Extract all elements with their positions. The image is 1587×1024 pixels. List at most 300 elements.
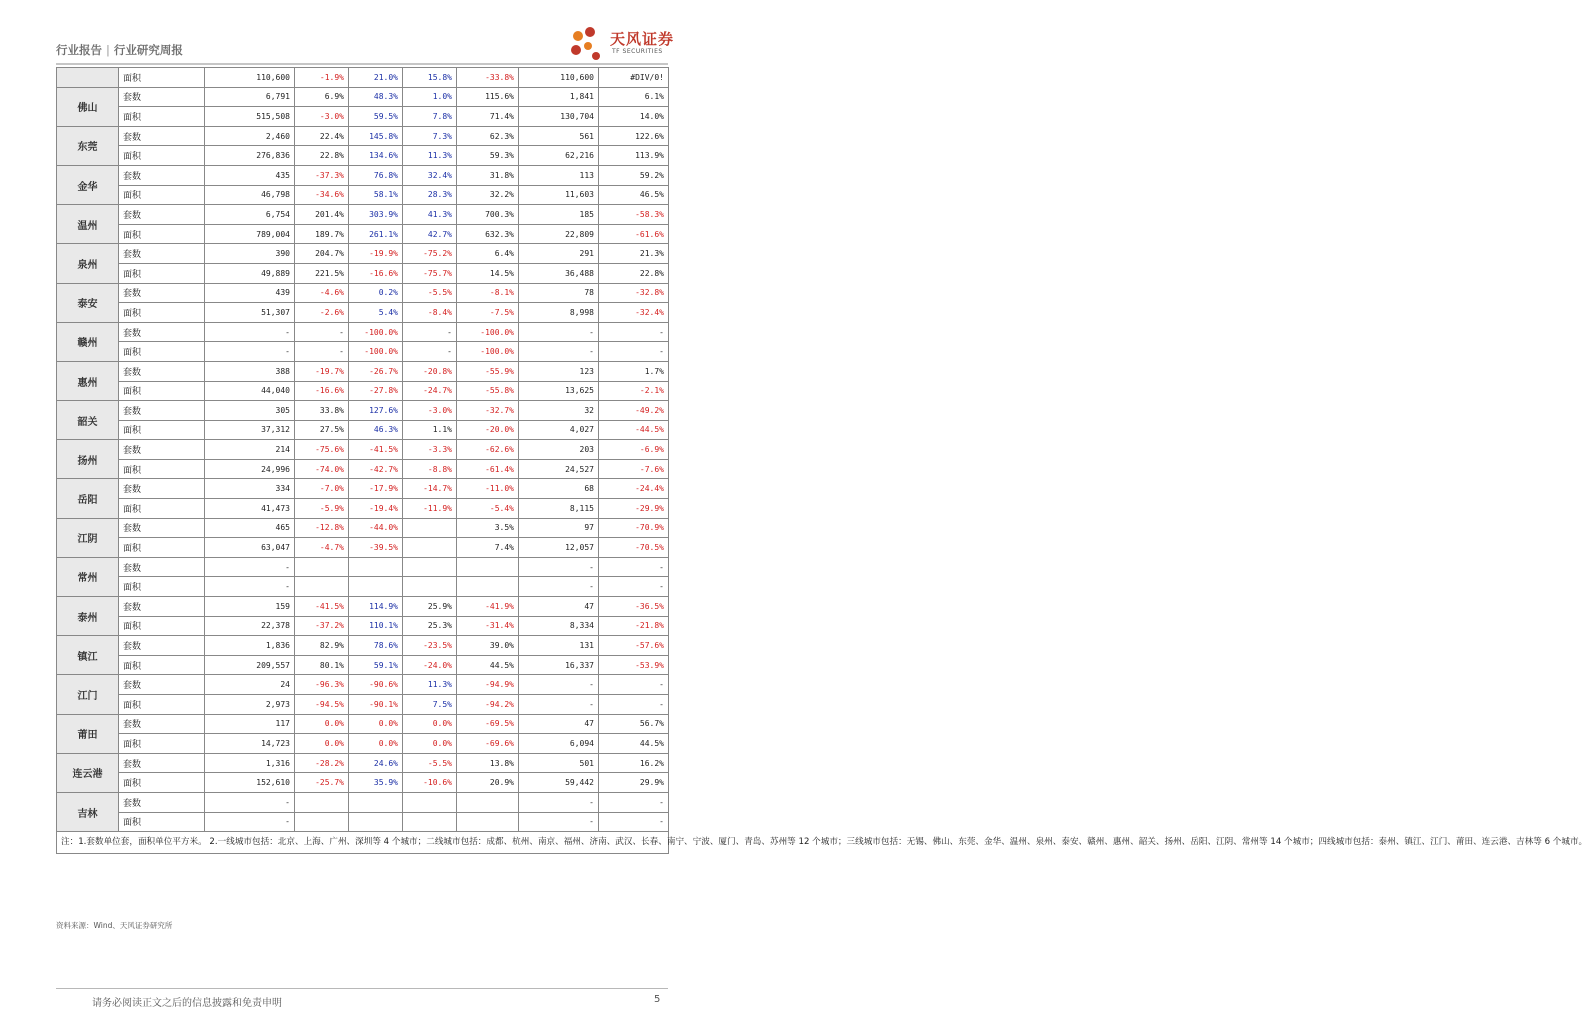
value-cell: -25.7% <box>295 773 349 793</box>
value-cell: -19.4% <box>349 499 403 519</box>
value-cell: 16,337 <box>519 655 599 675</box>
value-cell: 1.0% <box>403 87 457 107</box>
value-cell: 113 <box>519 165 599 185</box>
value-cell: 7.8% <box>403 107 457 127</box>
value-cell: -58.3% <box>599 205 669 225</box>
value-cell <box>349 812 403 832</box>
value-cell: - <box>403 322 457 342</box>
value-cell <box>457 812 519 832</box>
value-cell: 44.5% <box>599 734 669 754</box>
value-cell: 31.8% <box>457 165 519 185</box>
value-cell: 390 <box>205 244 295 264</box>
table-row <box>57 459 669 479</box>
value-cell: -4.7% <box>295 538 349 558</box>
value-cell: -32.4% <box>599 303 669 323</box>
value-cell: 2,973 <box>205 695 295 715</box>
table-row <box>57 518 669 538</box>
value-cell: 59.5% <box>349 107 403 127</box>
value-cell: 29.9% <box>599 773 669 793</box>
value-cell: 59.3% <box>457 146 519 166</box>
value-cell: -41.9% <box>457 597 519 617</box>
value-cell: -4.6% <box>295 283 349 303</box>
value-cell: 3.5% <box>457 518 519 538</box>
table-row <box>57 68 669 88</box>
value-cell: 78.6% <box>349 636 403 656</box>
brand-name-en: TF SECURITIES <box>612 48 663 55</box>
city-name-cell: 常州 <box>57 557 119 596</box>
city-name-cell <box>57 68 119 88</box>
value-cell: 25.3% <box>403 616 457 636</box>
table-row <box>57 597 669 617</box>
value-cell: 12,057 <box>519 538 599 558</box>
table-row <box>57 753 669 773</box>
value-cell: -14.7% <box>403 479 457 499</box>
metric-label-cell: 面积 <box>119 459 205 479</box>
value-cell: 35.9% <box>349 773 403 793</box>
value-cell: - <box>519 342 599 362</box>
value-cell <box>295 577 349 597</box>
value-cell: -11.0% <box>457 479 519 499</box>
metric-label-cell: 面积 <box>119 146 205 166</box>
city-name-cell: 江门 <box>57 675 119 714</box>
value-cell: 24,996 <box>205 459 295 479</box>
value-cell: -7.5% <box>457 303 519 323</box>
metric-label-cell: 套数 <box>119 205 205 225</box>
value-cell: -44.0% <box>349 518 403 538</box>
value-cell: - <box>599 322 669 342</box>
value-cell: 24 <box>205 675 295 695</box>
value-cell: -24.4% <box>599 479 669 499</box>
header-separator: | <box>106 43 110 57</box>
value-cell <box>457 792 519 812</box>
table-row <box>57 303 669 323</box>
note-row <box>57 832 669 854</box>
value-cell: -1.9% <box>295 68 349 88</box>
value-cell: 71.4% <box>457 107 519 127</box>
metric-label-cell: 套数 <box>119 636 205 656</box>
value-cell: 11.3% <box>403 675 457 695</box>
value-cell: 63,047 <box>205 538 295 558</box>
value-cell: 11.3% <box>403 146 457 166</box>
metric-label-cell: 套数 <box>119 518 205 538</box>
metric-label-cell: 面积 <box>119 381 205 401</box>
value-cell: - <box>599 342 669 362</box>
value-cell: 789,004 <box>205 224 295 244</box>
value-cell <box>403 518 457 538</box>
value-cell: - <box>599 695 669 715</box>
value-cell: 123 <box>519 361 599 381</box>
value-cell: 159 <box>205 597 295 617</box>
value-cell: 14.5% <box>457 263 519 283</box>
value-cell: 20.9% <box>457 773 519 793</box>
value-cell: 68 <box>519 479 599 499</box>
value-cell: 24,527 <box>519 459 599 479</box>
table-row <box>57 479 669 499</box>
value-cell: -11.9% <box>403 499 457 519</box>
value-cell: 110,600 <box>205 68 295 88</box>
metric-label-cell: 套数 <box>119 244 205 264</box>
metric-label-cell: 面积 <box>119 773 205 793</box>
brand-name-cn: 天风证券 <box>610 30 675 48</box>
value-cell: 37,312 <box>205 420 295 440</box>
value-cell: - <box>519 792 599 812</box>
value-cell: 62,216 <box>519 146 599 166</box>
table-row <box>57 420 669 440</box>
value-cell: 439 <box>205 283 295 303</box>
value-cell: -44.5% <box>599 420 669 440</box>
value-cell: - <box>295 342 349 362</box>
value-cell: 42.7% <box>403 224 457 244</box>
value-cell: - <box>519 322 599 342</box>
value-cell: 115.6% <box>457 87 519 107</box>
report-type: 行业报告 <box>56 43 102 57</box>
table-row <box>57 146 669 166</box>
value-cell: 8,998 <box>519 303 599 323</box>
value-cell: 7.5% <box>403 695 457 715</box>
table-row <box>57 342 669 362</box>
value-cell: -37.2% <box>295 616 349 636</box>
value-cell: 1,316 <box>205 753 295 773</box>
value-cell: 24.6% <box>349 753 403 773</box>
metric-label-cell: 面积 <box>119 655 205 675</box>
value-cell: 700.3% <box>457 205 519 225</box>
metric-label-cell: 套数 <box>119 87 205 107</box>
value-cell: 1,836 <box>205 636 295 656</box>
metric-label-cell: 套数 <box>119 322 205 342</box>
disclaimer: 请务必阅读正文之后的信息披露和免责申明 <box>92 998 282 1009</box>
value-cell: -21.8% <box>599 616 669 636</box>
value-cell: -3.3% <box>403 440 457 460</box>
value-cell: -32.8% <box>599 283 669 303</box>
value-cell: 201.4% <box>295 205 349 225</box>
value-cell: 515,508 <box>205 107 295 127</box>
value-cell: -100.0% <box>349 322 403 342</box>
value-cell: 134.6% <box>349 146 403 166</box>
city-name-cell: 泰安 <box>57 283 119 322</box>
value-cell: -42.7% <box>349 459 403 479</box>
city-name-cell: 惠州 <box>57 361 119 400</box>
metric-label-cell: 套数 <box>119 479 205 499</box>
value-cell: - <box>599 812 669 832</box>
value-cell: 15.8% <box>403 68 457 88</box>
value-cell: -49.2% <box>599 401 669 421</box>
table-row <box>57 557 669 577</box>
table-row <box>57 361 669 381</box>
value-cell: -8.8% <box>403 459 457 479</box>
value-cell: 2,460 <box>205 126 295 146</box>
value-cell: 6.4% <box>457 244 519 264</box>
value-cell: -96.3% <box>295 675 349 695</box>
table-row <box>57 283 669 303</box>
value-cell: 58.1% <box>349 185 403 205</box>
value-cell: - <box>599 792 669 812</box>
value-cell: -26.7% <box>349 361 403 381</box>
value-cell: 110.1% <box>349 616 403 636</box>
city-name-cell: 岳阳 <box>57 479 119 518</box>
value-cell: -19.9% <box>349 244 403 264</box>
value-cell: -12.8% <box>295 518 349 538</box>
city-name-cell: 泉州 <box>57 244 119 283</box>
value-cell: 49,889 <box>205 263 295 283</box>
value-cell: 6.1% <box>599 87 669 107</box>
value-cell: 1,841 <box>519 87 599 107</box>
value-cell <box>349 792 403 812</box>
value-cell: -100.0% <box>457 342 519 362</box>
value-cell: 47 <box>519 714 599 734</box>
table-row <box>57 381 669 401</box>
value-cell: 130,704 <box>519 107 599 127</box>
value-cell: 25.9% <box>403 597 457 617</box>
table-row <box>57 616 669 636</box>
value-cell: -69.6% <box>457 734 519 754</box>
value-cell: 48.3% <box>349 87 403 107</box>
value-cell: -7.0% <box>295 479 349 499</box>
value-cell: 39.0% <box>457 636 519 656</box>
table-row <box>57 263 669 283</box>
value-cell: -55.9% <box>457 361 519 381</box>
metric-label-cell: 套数 <box>119 401 205 421</box>
value-cell: - <box>205 577 295 597</box>
report-header <box>56 42 183 58</box>
value-cell: 0.0% <box>295 734 349 754</box>
header-rule <box>56 63 668 65</box>
value-cell: - <box>205 342 295 362</box>
value-cell: -3.0% <box>295 107 349 127</box>
value-cell: -3.0% <box>403 401 457 421</box>
value-cell: 114.9% <box>349 597 403 617</box>
table-row <box>57 773 669 793</box>
value-cell: -31.4% <box>457 616 519 636</box>
city-sales-table <box>56 67 1587 854</box>
metric-label-cell: 面积 <box>119 224 205 244</box>
metric-label-cell: 面积 <box>119 185 205 205</box>
city-name-cell: 镇江 <box>57 636 119 675</box>
value-cell: 291 <box>519 244 599 264</box>
metric-label-cell: 面积 <box>119 263 205 283</box>
value-cell: - <box>205 557 295 577</box>
metric-label-cell: 套数 <box>119 675 205 695</box>
value-cell: 261.1% <box>349 224 403 244</box>
city-name-cell: 东莞 <box>57 126 119 165</box>
metric-label-cell: 面积 <box>119 812 205 832</box>
value-cell: -39.5% <box>349 538 403 558</box>
value-cell: 110,600 <box>519 68 599 88</box>
value-cell: 32 <box>519 401 599 421</box>
value-cell: -53.9% <box>599 655 669 675</box>
value-cell: -37.3% <box>295 165 349 185</box>
value-cell: 28.3% <box>403 185 457 205</box>
value-cell: 221.5% <box>295 263 349 283</box>
value-cell: 56.7% <box>599 714 669 734</box>
metric-label-cell: 面积 <box>119 420 205 440</box>
value-cell: -16.6% <box>295 381 349 401</box>
value-cell: 14.0% <box>599 107 669 127</box>
value-cell: 80.1% <box>295 655 349 675</box>
metric-label-cell: 面积 <box>119 695 205 715</box>
value-cell <box>403 538 457 558</box>
table-row <box>57 792 669 812</box>
value-cell: - <box>519 695 599 715</box>
value-cell: 22,809 <box>519 224 599 244</box>
value-cell: 7.3% <box>403 126 457 146</box>
value-cell: 334 <box>205 479 295 499</box>
city-name-cell: 温州 <box>57 205 119 244</box>
value-cell: -32.7% <box>457 401 519 421</box>
value-cell <box>295 812 349 832</box>
value-cell: #DIV/0! <box>599 68 669 88</box>
table-row <box>57 538 669 558</box>
metric-label-cell: 面积 <box>119 303 205 323</box>
value-cell: - <box>519 812 599 832</box>
value-cell: 113.9% <box>599 146 669 166</box>
metric-label-cell: 套数 <box>119 557 205 577</box>
value-cell: -36.5% <box>599 597 669 617</box>
value-cell: 46.3% <box>349 420 403 440</box>
value-cell: 22,378 <box>205 616 295 636</box>
value-cell: -75.6% <box>295 440 349 460</box>
value-cell: - <box>599 557 669 577</box>
value-cell: 0.0% <box>403 714 457 734</box>
city-name-cell: 扬州 <box>57 440 119 479</box>
value-cell: 4,027 <box>519 420 599 440</box>
value-cell: -70.9% <box>599 518 669 538</box>
value-cell: 6,791 <box>205 87 295 107</box>
metric-label-cell: 面积 <box>119 538 205 558</box>
data-source: 资料来源：Wind、天风证券研究所 <box>56 921 173 930</box>
value-cell: 435 <box>205 165 295 185</box>
table-row <box>57 244 669 264</box>
value-cell: 11,603 <box>519 185 599 205</box>
value-cell: 305 <box>205 401 295 421</box>
value-cell: 501 <box>519 753 599 773</box>
table-row <box>57 185 669 205</box>
city-name-cell: 赣州 <box>57 322 119 361</box>
value-cell: 22.8% <box>599 263 669 283</box>
value-cell: - <box>205 812 295 832</box>
table-row <box>57 734 669 754</box>
table-row <box>57 401 669 421</box>
value-cell: 59,442 <box>519 773 599 793</box>
value-cell: -2.1% <box>599 381 669 401</box>
value-cell: -5.4% <box>457 499 519 519</box>
table-row <box>57 714 669 734</box>
value-cell: 122.6% <box>599 126 669 146</box>
value-cell: 152,610 <box>205 773 295 793</box>
value-cell: -8.1% <box>457 283 519 303</box>
value-cell: 44.5% <box>457 655 519 675</box>
value-cell: 131 <box>519 636 599 656</box>
value-cell: 44,040 <box>205 381 295 401</box>
value-cell: 0.0% <box>349 714 403 734</box>
value-cell: -75.7% <box>403 263 457 283</box>
value-cell: -100.0% <box>349 342 403 362</box>
value-cell: 22.4% <box>295 126 349 146</box>
value-cell: 14,723 <box>205 734 295 754</box>
metric-label-cell: 套数 <box>119 753 205 773</box>
value-cell: 41.3% <box>403 205 457 225</box>
city-name-cell: 江阴 <box>57 518 119 557</box>
value-cell: -55.8% <box>457 381 519 401</box>
table-row <box>57 695 669 715</box>
metric-label-cell: 套数 <box>119 597 205 617</box>
value-cell: -57.6% <box>599 636 669 656</box>
value-cell: 13,625 <box>519 381 599 401</box>
value-cell: 209,557 <box>205 655 295 675</box>
value-cell: - <box>205 792 295 812</box>
value-cell: -20.0% <box>457 420 519 440</box>
value-cell: -100.0% <box>457 322 519 342</box>
value-cell: 185 <box>519 205 599 225</box>
value-cell: 6,754 <box>205 205 295 225</box>
table-row <box>57 322 669 342</box>
value-cell: 1.7% <box>599 361 669 381</box>
value-cell <box>403 577 457 597</box>
value-cell: -94.5% <box>295 695 349 715</box>
value-cell: - <box>519 675 599 695</box>
metric-label-cell: 套数 <box>119 440 205 460</box>
value-cell: 127.6% <box>349 401 403 421</box>
value-cell: 203 <box>519 440 599 460</box>
city-name-cell: 连云港 <box>57 753 119 792</box>
table-row <box>57 126 669 146</box>
value-cell: 465 <box>205 518 295 538</box>
value-cell: - <box>403 342 457 362</box>
value-cell: 561 <box>519 126 599 146</box>
value-cell: - <box>519 557 599 577</box>
table-row <box>57 205 669 225</box>
value-cell: 59.2% <box>599 165 669 185</box>
value-cell <box>349 557 403 577</box>
city-name-cell: 韶关 <box>57 401 119 440</box>
metric-label-cell: 套数 <box>119 283 205 303</box>
value-cell: 76.8% <box>349 165 403 185</box>
value-cell: 82.9% <box>295 636 349 656</box>
value-cell: - <box>599 577 669 597</box>
value-cell: -16.6% <box>349 263 403 283</box>
value-cell: -61.6% <box>599 224 669 244</box>
value-cell: 47 <box>519 597 599 617</box>
value-cell: -2.6% <box>295 303 349 323</box>
value-cell: -7.6% <box>599 459 669 479</box>
value-cell: - <box>599 675 669 695</box>
value-cell: 7.4% <box>457 538 519 558</box>
value-cell: -90.6% <box>349 675 403 695</box>
value-cell <box>295 557 349 577</box>
value-cell: 276,836 <box>205 146 295 166</box>
value-cell: 6.9% <box>295 87 349 107</box>
value-cell: 62.3% <box>457 126 519 146</box>
table-row <box>57 87 669 107</box>
value-cell: 36,488 <box>519 263 599 283</box>
value-cell: 27.5% <box>295 420 349 440</box>
table-row <box>57 636 669 656</box>
value-cell <box>457 577 519 597</box>
value-cell: -23.5% <box>403 636 457 656</box>
metric-label-cell: 套数 <box>119 361 205 381</box>
value-cell: -10.6% <box>403 773 457 793</box>
value-cell: 632.3% <box>457 224 519 244</box>
value-cell <box>403 812 457 832</box>
value-cell: 22.8% <box>295 146 349 166</box>
value-cell: 1.1% <box>403 420 457 440</box>
value-cell: -41.5% <box>349 440 403 460</box>
value-cell: 214 <box>205 440 295 460</box>
value-cell: 0.0% <box>295 714 349 734</box>
value-cell: -5.5% <box>403 283 457 303</box>
value-cell: -33.8% <box>457 68 519 88</box>
value-cell: -34.6% <box>295 185 349 205</box>
value-cell: -62.6% <box>457 440 519 460</box>
